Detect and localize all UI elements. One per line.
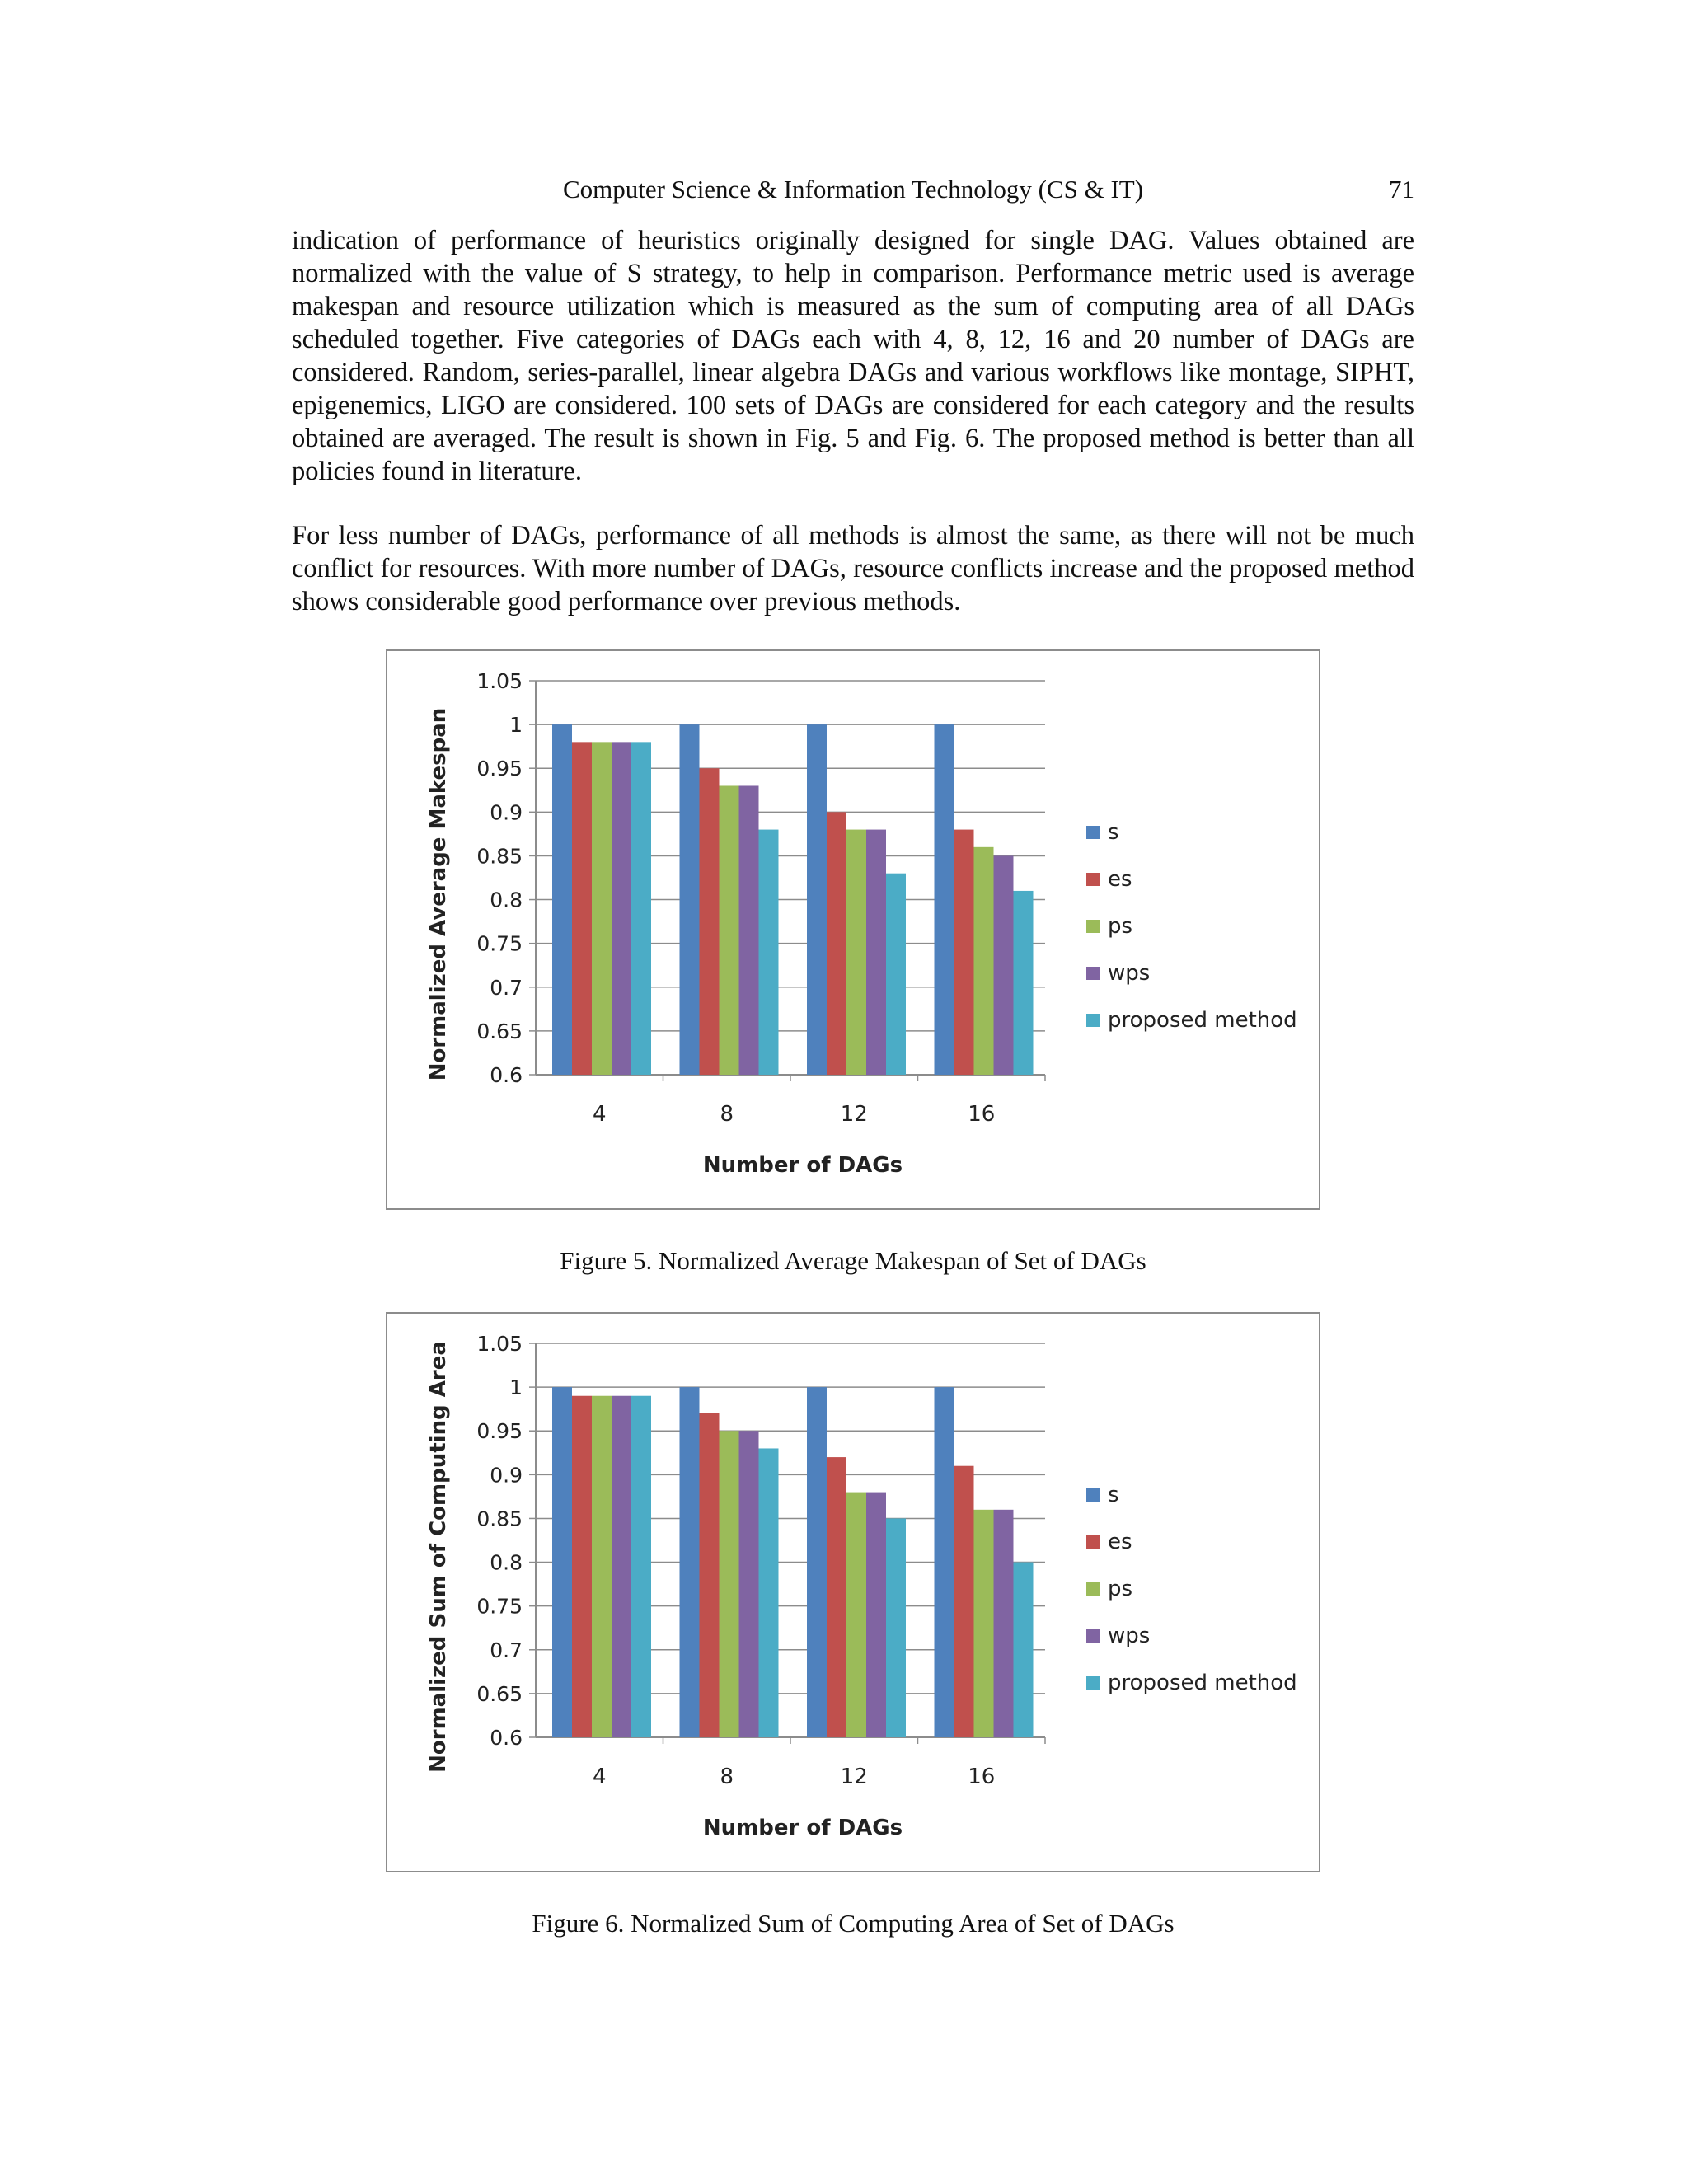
y-tick-label: 1.05 [476,669,523,693]
x-tick-label: 4 [592,1102,607,1127]
x-tick-label: 8 [720,1102,734,1127]
bar-s-12 [807,724,827,1075]
bar-proposed-method-4 [631,742,651,1075]
y-tick-label: 0.95 [476,757,523,781]
x-tick-label: 4 [592,1765,607,1789]
bar-s-4 [552,1387,572,1737]
makespan-bar-chart [387,651,1319,1208]
bar-s-8 [680,1387,700,1737]
y-tick-label: 0.9 [490,800,523,825]
x-tick-label: 8 [720,1765,734,1789]
legend-label-ps: ps [1108,914,1133,939]
legend-label-proposed-method: proposed method [1108,1008,1297,1033]
bar-ps-12 [846,1493,866,1737]
bar-ps-16 [974,1510,994,1737]
legend-swatch-wps [1086,967,1100,980]
x-tick-label: 16 [968,1102,996,1127]
bar-wps-4 [612,742,631,1075]
legend-swatch-es [1086,873,1100,886]
figure-5-chart [386,649,1320,1210]
y-tick-label: 0.75 [476,1594,523,1619]
legend-swatch-ps [1086,920,1100,933]
bar-wps-4 [612,1396,631,1737]
x-tick-label: 12 [840,1102,868,1127]
bar-ps-16 [974,847,994,1075]
computing-area-bar-chart [387,1314,1319,1871]
y-tick-label: 0.7 [490,975,523,1000]
bar-ps-8 [720,1431,739,1737]
y-tick-label: 0.8 [490,1550,523,1575]
legend-label-ps: ps [1108,1577,1133,1601]
bar-wps-12 [866,1493,886,1737]
x-tick-label: 16 [968,1765,996,1789]
legend-label-wps: wps [1108,961,1151,986]
bar-proposed-method-8 [759,1448,779,1737]
bar-wps-16 [994,1510,1014,1737]
y-tick-label: 0.8 [490,888,523,912]
bar-es-4 [572,742,592,1075]
legend-swatch-es [1086,1535,1100,1549]
bar-wps-8 [739,785,759,1075]
y-tick-label: 1 [509,1376,523,1400]
legend-swatch-proposed-method [1086,1014,1100,1027]
x-axis-label: Number of DAGs [702,1153,903,1178]
y-tick-label: 0.75 [476,931,523,956]
bar-proposed-method-12 [886,874,906,1075]
y-axis-label: Normalized Sum of Computing Area [426,1341,451,1773]
legend-swatch-ps [1086,1582,1100,1596]
bar-wps-12 [866,830,886,1075]
legend-label-s: s [1108,1483,1119,1507]
legend-label-s: s [1108,820,1119,845]
page-number: 71 [1389,175,1414,204]
figure-6-caption: Figure 6. Normalized Sum of Computing Area of Set of DAGs [532,1909,1175,1938]
bar-ps-4 [592,742,612,1075]
bar-ps-4 [592,1396,612,1737]
legend-label-wps: wps [1108,1624,1151,1648]
bar-ps-12 [846,830,866,1075]
bar-proposed-method-8 [759,830,779,1075]
figure-6-chart [386,1312,1320,1872]
bar-es-12 [827,1457,846,1737]
bar-s-16 [935,724,954,1075]
bar-proposed-method-16 [1014,891,1034,1075]
y-tick-label: 0.85 [476,1507,523,1531]
legend-swatch-s [1086,1488,1100,1502]
bar-s-12 [807,1387,827,1737]
legend-label-es: es [1108,1530,1132,1554]
bar-proposed-method-12 [886,1518,906,1737]
y-tick-label: 0.7 [490,1638,523,1662]
body-paragraph-1: indication of performance of heuristics originally designed for single DAG. Values obtained are normalized with the value of S strategy, to help in comparison. Performance metric used is average makespan and resource utilization which is measured as the sum of computing area of all DAGs scheduled together. Five categories of DAGs each with 4, 8, 12, 16 and 20 number of DAGs are considered. Random, series-parallel, linear algebra DAGs and various workflows like montage, SIPHT, epigenemics, LIGO are considered. 100 sets of DAGs are considered for each category and the results obtained are averaged. The result is shown in Fig. 5 and Fig. 6. The proposed method is better than all policies found in literature. [292,226,1414,486]
bar-s-4 [552,724,572,1075]
legend-swatch-proposed-method [1086,1676,1100,1690]
bar-es-8 [700,1413,720,1737]
legend-swatch-wps [1086,1629,1100,1643]
bar-wps-8 [739,1431,759,1737]
bar-s-8 [680,724,700,1075]
y-tick-label: 0.6 [490,1063,523,1087]
bar-es-4 [572,1396,592,1737]
bar-wps-16 [994,855,1014,1075]
body-paragraph-2: For less number of DAGs, performance of all methods is almost the same, as there will not be much conflict for resources. With more number of DAGs, resource conflicts increase and the proposed method shows considerable good performance over previous methods. [292,521,1414,616]
bar-s-16 [935,1387,954,1737]
x-axis-label: Number of DAGs [702,1816,903,1840]
x-tick-label: 12 [840,1765,868,1789]
bar-es-16 [954,830,974,1075]
bar-proposed-method-16 [1014,1563,1034,1737]
bar-es-16 [954,1466,974,1737]
figure-5-caption: Figure 5. Normalized Average Makespan of Set of DAGs [560,1246,1146,1275]
y-tick-label: 0.85 [476,844,523,869]
bar-proposed-method-4 [631,1396,651,1737]
bar-es-12 [827,812,846,1075]
y-tick-label: 0.6 [490,1726,523,1750]
y-tick-label: 0.65 [476,1681,523,1706]
y-axis-label: Normalized Average Makespan [426,707,451,1081]
y-tick-label: 0.9 [490,1463,523,1488]
y-tick-label: 0.95 [476,1419,523,1444]
y-tick-label: 0.65 [476,1019,523,1043]
journal-title: Computer Science & Information Technology (CS & IT) [562,175,1144,204]
y-tick-label: 1.05 [476,1332,523,1356]
y-tick-label: 1 [509,713,523,738]
bar-ps-8 [720,785,739,1075]
legend-label-proposed-method: proposed method [1108,1671,1297,1695]
bar-es-8 [700,768,720,1075]
legend-swatch-s [1086,826,1100,839]
page-header [292,171,1414,211]
legend-label-es: es [1108,867,1132,892]
